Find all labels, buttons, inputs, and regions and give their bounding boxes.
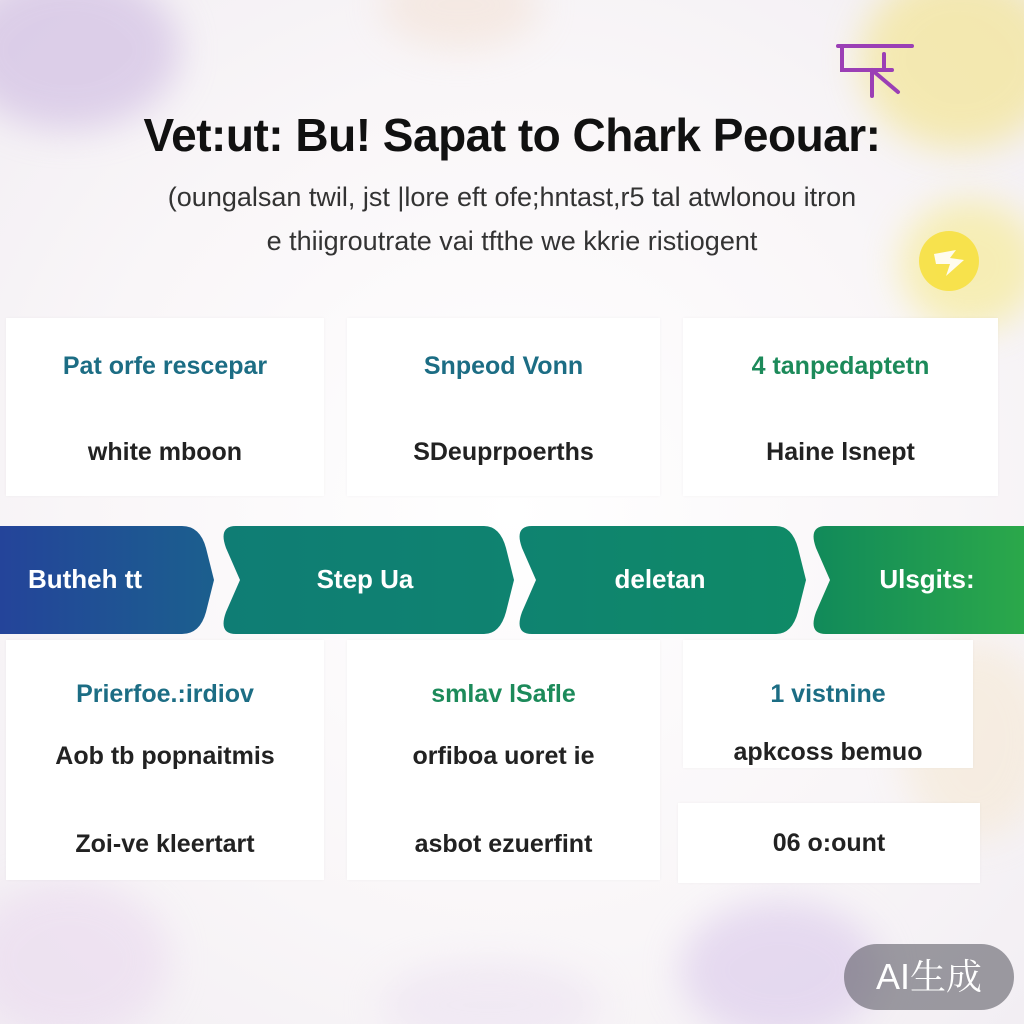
- presentation-board-icon: [832, 40, 918, 100]
- card-body-text: apkcoss bemuo: [733, 738, 923, 766]
- step-label-3: deletan: [614, 564, 706, 594]
- card-body-text: Zoi-ve kleertart: [75, 830, 255, 858]
- card-heading: Prierfoe.:irdiov: [76, 680, 254, 708]
- card-body-text: white mboon: [87, 438, 243, 466]
- card-body-text: 06 o:ount: [772, 829, 886, 857]
- step-label-1: Butheh tt: [27, 564, 143, 594]
- card-heading: smlav lSafle: [431, 680, 576, 708]
- top-card-3: [683, 318, 998, 496]
- top-card-2: [347, 318, 660, 496]
- bottom-card-2: [347, 640, 660, 880]
- card-heading: 4 tanpedaptetn: [751, 352, 930, 380]
- watercolor-blob: [0, 880, 170, 1024]
- watercolor-blob: [380, 0, 540, 50]
- step-label-4: Ulsgits:: [879, 564, 975, 594]
- subtitle-line-1: (oungalsan twil, jst |lore eft ofe;hntast,r5 tal atwlonou itron: [167, 182, 857, 212]
- card-heading: 1 vistnine: [770, 680, 886, 708]
- card-body-text: Aob tb popnaitmis: [55, 742, 275, 770]
- bottom-card-3: [683, 640, 973, 768]
- card-heading: Pat orfe rescepar: [62, 352, 268, 380]
- step-label-2: Step Ua: [316, 564, 414, 594]
- watercolor-blob: [380, 960, 600, 1024]
- ai-generated-badge: AI生成: [844, 944, 1014, 1010]
- card-body-text: SDeuprpoerths: [413, 438, 594, 466]
- card-body-text: orfiboa uoret ie: [412, 742, 595, 770]
- bottom-card-1: [6, 640, 324, 880]
- process-steps: [0, 524, 1024, 636]
- bottom-card-4: [678, 803, 980, 883]
- page-title: Vet:ut: Bu! Sapat to Chark Peouar:: [143, 109, 881, 161]
- card-heading: Snpeod Vonn: [423, 352, 584, 380]
- card-body-text: Haine lsnept: [766, 438, 915, 466]
- card-body-text: asbot ezuerfint: [414, 830, 593, 858]
- top-card-1: [6, 318, 324, 496]
- subtitle-line-2: e thiigroutrate vai tfthe we kkrie ristiogent: [266, 226, 758, 256]
